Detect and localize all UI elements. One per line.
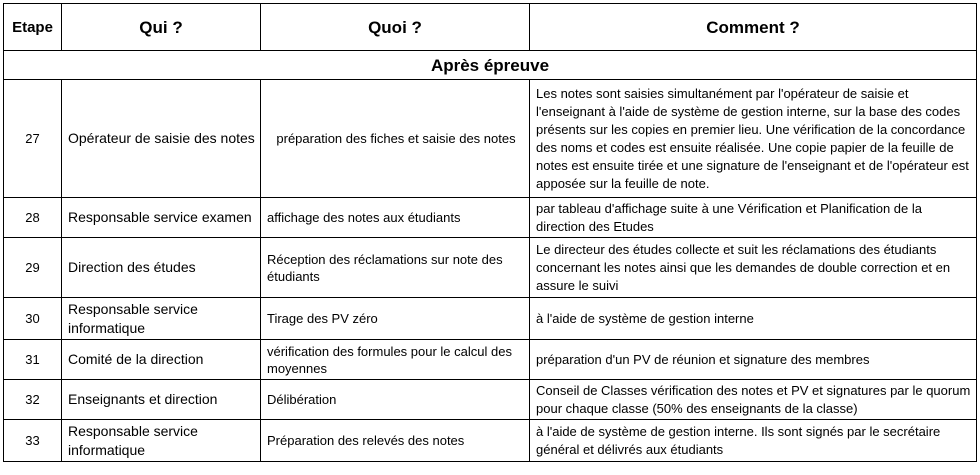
row-quoi: Réception des réclamations sur note des étudiants bbox=[261, 238, 530, 298]
table-row bbox=[4, 340, 977, 380]
row-qui: Responsable service informatique bbox=[62, 298, 261, 340]
row-quoi: préparation des fiches et saisie des notes bbox=[261, 80, 530, 198]
row-qui: Responsable service examen bbox=[62, 198, 261, 238]
row-quoi: vérification des formules pour le calcul des moyennes bbox=[261, 340, 530, 380]
table-row bbox=[4, 420, 977, 462]
row-comment: Le directeur des études collecte et suit les réclamations des étudiants concernant les notes ainsi que les demandes de double correction et en assure le suivi bbox=[530, 238, 977, 298]
row-comment: Les notes sont saisies simultanément par l'opérateur de saisie et l'enseignant à l'aide de système de gestion interne, sur la base des codes présents sur les copies en premier lieu. Une vérification de la concordance des noms et codes est ensuite réalisée. Une copie papier de la feuille de notes est ensuite tirée et une signature de l'enseignant et de l'opérateur est apposée sur la feuille de note. bbox=[530, 80, 977, 198]
row-qui: Enseignants et direction bbox=[62, 380, 261, 420]
row-quoi: affichage des notes aux étudiants bbox=[261, 198, 530, 238]
section-row bbox=[4, 51, 977, 80]
procedure-table bbox=[3, 3, 977, 462]
header-etape: Etape bbox=[4, 4, 62, 51]
row-quoi: Préparation des relevés des notes bbox=[261, 420, 530, 462]
header-quoi: Quoi ? bbox=[261, 4, 530, 51]
table-row bbox=[4, 198, 977, 238]
header-qui: Qui ? bbox=[62, 4, 261, 51]
row-quoi: Délibération bbox=[261, 380, 530, 420]
table-row bbox=[4, 80, 977, 198]
row-qui: Comité de la direction bbox=[62, 340, 261, 380]
row-etape: 30 bbox=[4, 298, 62, 340]
table-row bbox=[4, 380, 977, 420]
header-comment: Comment ? bbox=[530, 4, 977, 51]
row-qui: Direction des études bbox=[62, 238, 261, 298]
header-row bbox=[4, 4, 977, 51]
row-etape: 29 bbox=[4, 238, 62, 298]
row-comment: par tableau d'affichage suite à une Vérification et Planification de la direction des Etudes bbox=[530, 198, 977, 238]
row-comment: préparation d'un PV de réunion et signature des membres bbox=[530, 340, 977, 380]
row-qui: Opérateur de saisie des notes bbox=[62, 80, 261, 198]
row-etape: 31 bbox=[4, 340, 62, 380]
section-title: Après épreuve bbox=[4, 51, 977, 80]
row-etape: 33 bbox=[4, 420, 62, 462]
row-quoi: Tirage des PV zéro bbox=[261, 298, 530, 340]
table-row bbox=[4, 298, 977, 340]
row-comment: à l'aide de système de gestion interne. Ils sont signés par le secrétaire général et délivrés aux étudiants bbox=[530, 420, 977, 462]
row-etape: 28 bbox=[4, 198, 62, 238]
row-comment: à l'aide de système de gestion interne bbox=[530, 298, 977, 340]
row-comment: Conseil de Classes vérification des notes et PV et signatures par le quorum pour chaque classe (50% des enseignants de la classe) bbox=[530, 380, 977, 420]
row-qui: Responsable service informatique bbox=[62, 420, 261, 462]
row-etape: 27 bbox=[4, 80, 62, 198]
row-etape: 32 bbox=[4, 380, 62, 420]
table-row bbox=[4, 238, 977, 298]
